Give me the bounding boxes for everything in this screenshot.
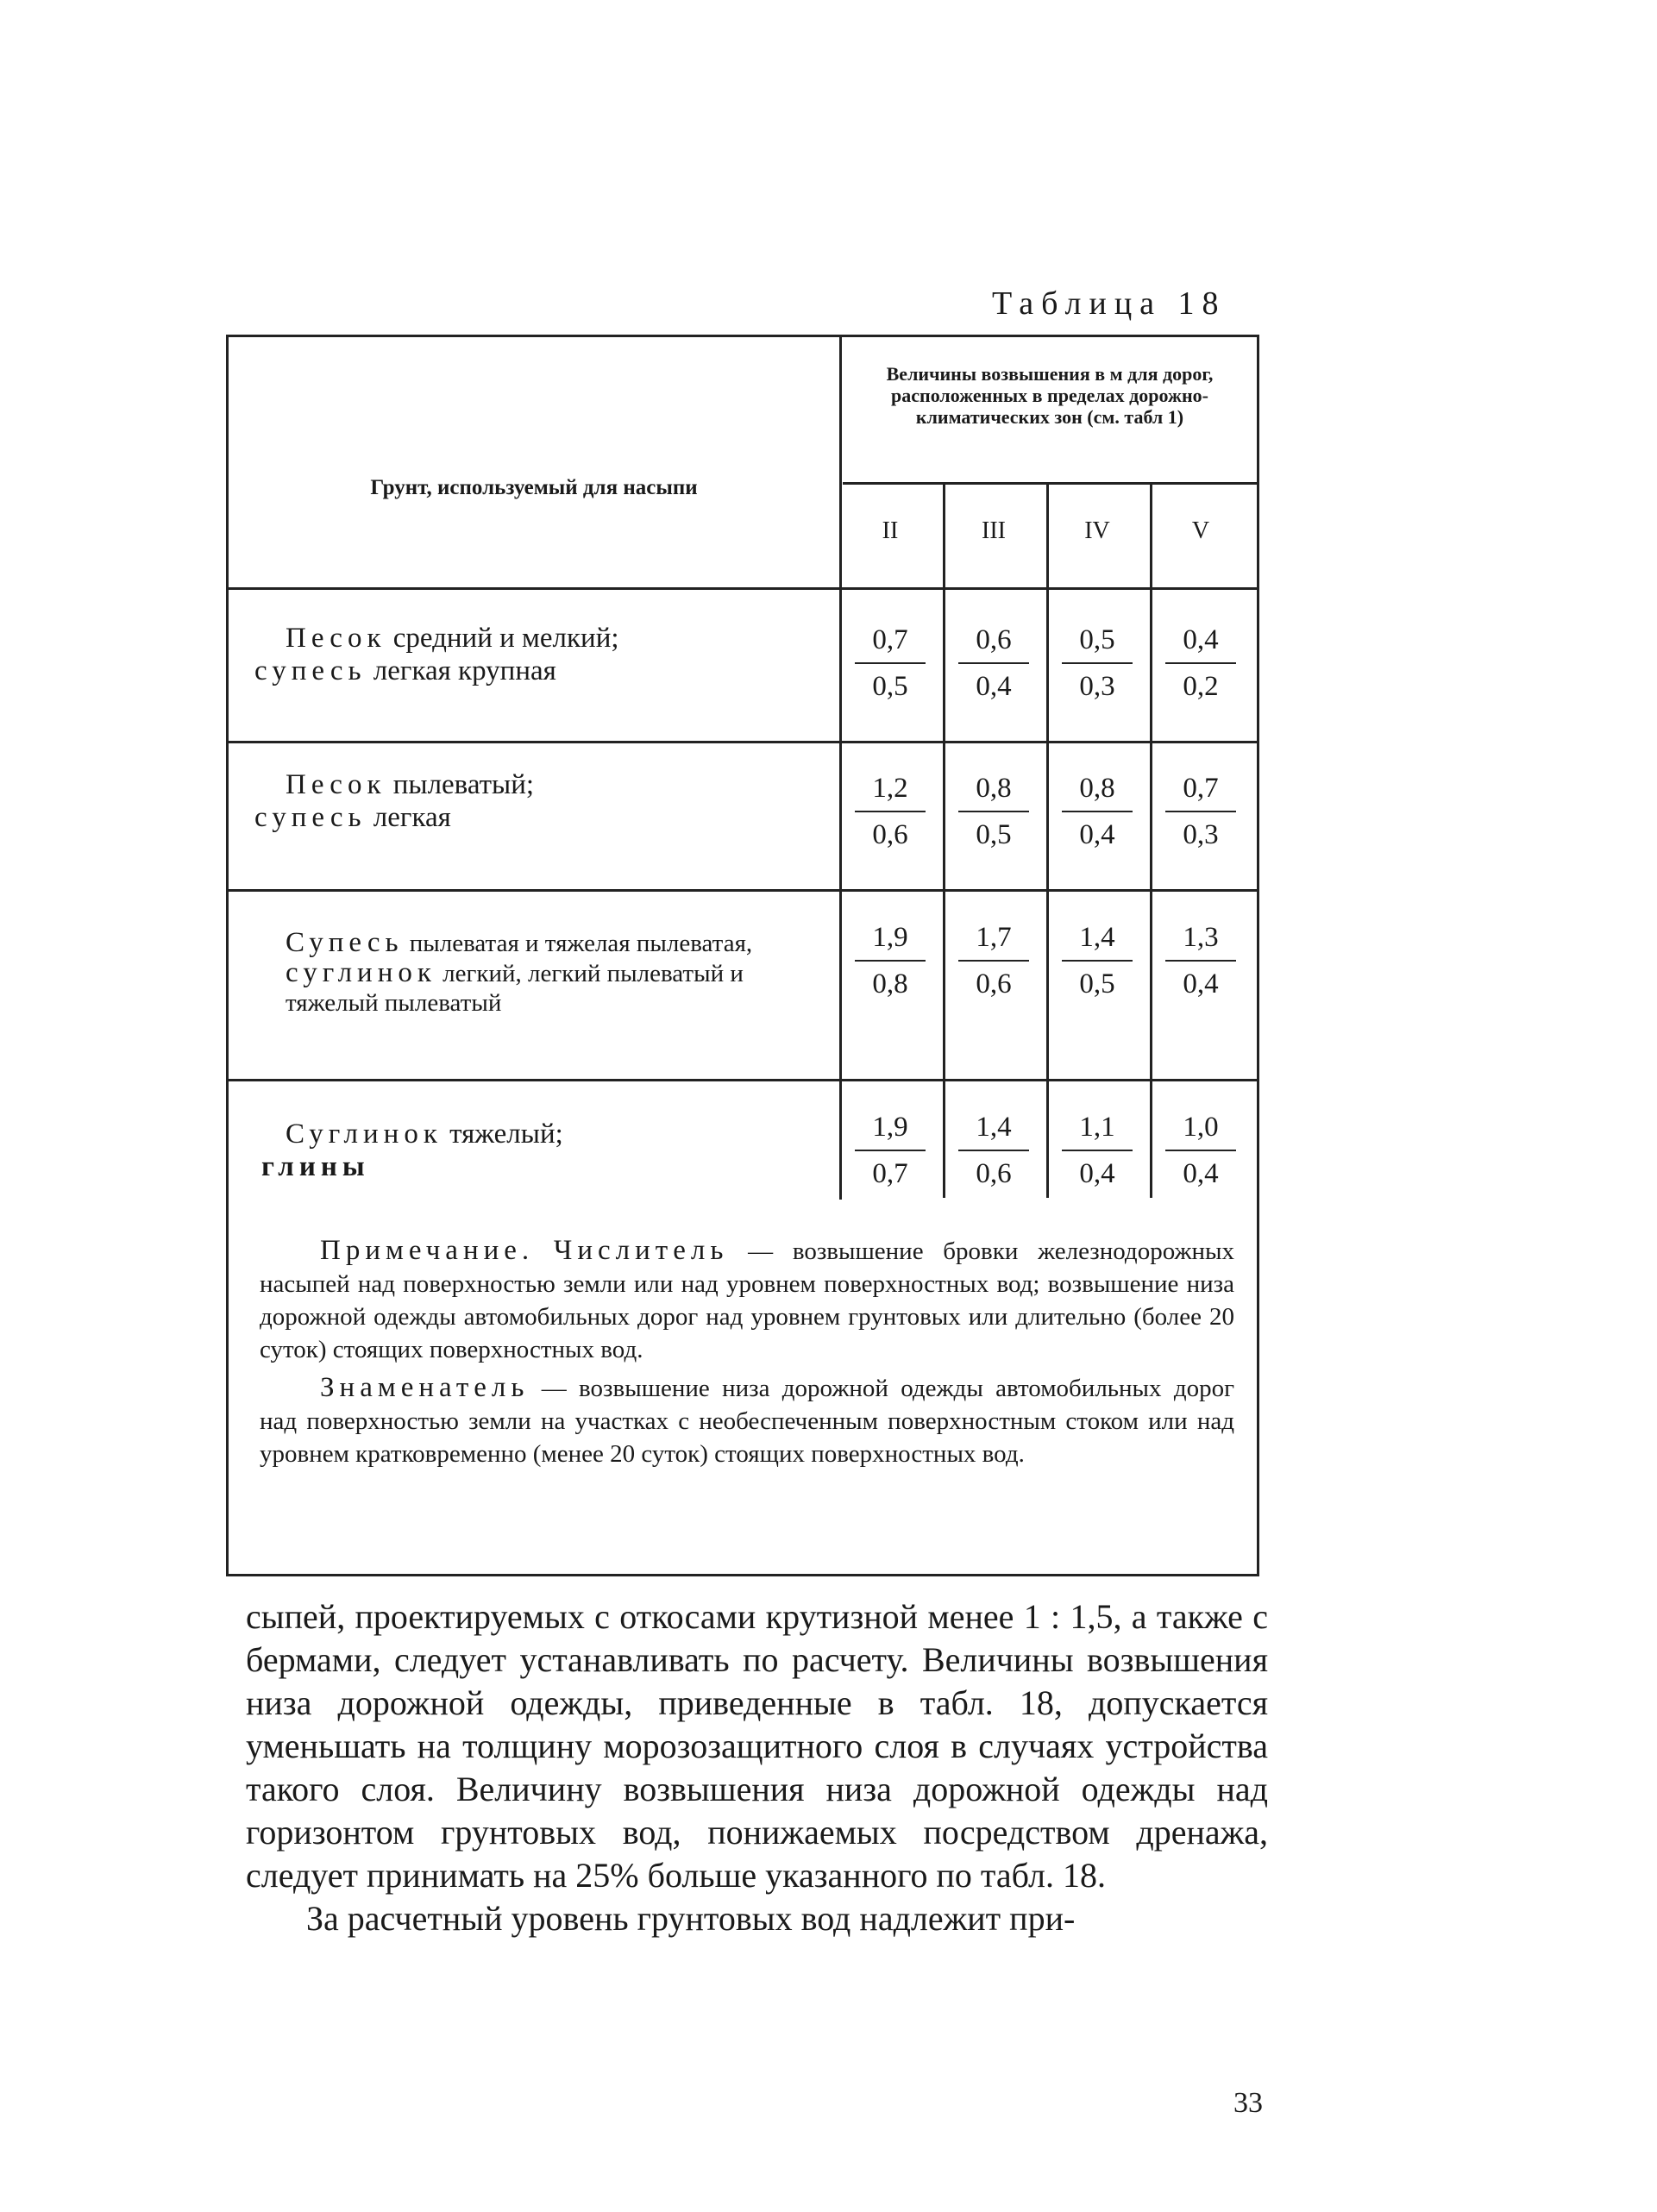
value-numerator: 1,1 (1079, 1112, 1115, 1143)
page-number: 33 (1233, 2087, 1263, 2119)
zone-header: II (882, 517, 899, 544)
value-cell (843, 766, 938, 857)
value-denominator: 0,2 (1183, 671, 1219, 702)
divider-zone-3 (1150, 482, 1152, 1198)
divider-header-bottom (229, 587, 1257, 590)
value-denominator: 0,7 (872, 1158, 908, 1189)
row-label-soil: Песок (286, 623, 386, 654)
value-cell (843, 1105, 938, 1196)
row-label (254, 1118, 855, 1183)
row-label (254, 622, 855, 687)
row-label-text: легкая крупная (366, 655, 556, 686)
value-numerator: 0,8 (1079, 773, 1115, 804)
note-text-numerator: — возвышение бровки железнодорожных насыпей над поверхностью земли или над уровнем поверхностных вод; возвышение низа дорожной одежды автомобильных дорог над уровнем грунтовых или длительно (более 20 суток) стоящих поверхностных вод. (260, 1238, 1235, 1363)
value-denominator: 0,6 (976, 968, 1012, 999)
value-cell (1050, 617, 1145, 709)
value-numerator: 1,4 (1079, 922, 1115, 953)
value-numerator: 1,9 (872, 922, 908, 953)
value-denominator: 0,3 (1079, 671, 1115, 702)
value-cell (946, 617, 1041, 709)
value-cell (1153, 617, 1248, 709)
value-numerator: 0,4 (1183, 624, 1219, 655)
value-numerator: 0,5 (1079, 624, 1115, 655)
body-paragraph: сыпей, проектируемых с откосами крутизной менее 1 : 1,5, а также с бермами, следует устанавливать по расчету. Величины возвышения низа дорожной одежды, приведенные в табл. 18, допускается уменьшать на толщину морозозащитного слоя в случаях устройства такого слоя. Величину возвышения низа дорожной одежды над горизонтом грунтовых вод, понижаемых посредством дренажа, следует принимать на 25% больше указанного по табл. 18. (246, 1597, 1268, 1895)
row-label-soil: Суглинок (286, 1119, 442, 1150)
value-cell (946, 766, 1041, 857)
value-numerator: 0,8 (976, 773, 1012, 804)
header-elevation: Величины возвышения в м для дорог, расположенных в пределах дорожно-климатических зон (см. табл 1) (886, 363, 1214, 428)
value-cell (946, 915, 1041, 1006)
divider-zone-1 (943, 482, 945, 1198)
row-label-soil: супесь (254, 655, 367, 686)
row-label-soil: супесь (254, 802, 367, 833)
zone-header: V (1191, 517, 1210, 544)
value-cell (1050, 1105, 1145, 1196)
divider-row-3 (229, 1079, 1257, 1081)
value-numerator: 1,9 (872, 1112, 908, 1143)
body-paragraph: За расчетный уровень грунтовых вод надлежит при- (306, 1899, 1076, 1938)
value-denominator: 0,4 (1183, 968, 1219, 999)
elevation-table (226, 335, 1259, 1576)
row-label-soil: Супесь (286, 927, 404, 958)
value-numerator: 1,2 (872, 773, 908, 804)
row-label-text: тяжелый; (442, 1119, 563, 1150)
value-cell (1050, 915, 1145, 1006)
value-numerator: 1,4 (976, 1112, 1012, 1143)
zone-header: IV (1084, 517, 1110, 544)
value-cell (1153, 766, 1248, 857)
value-numerator: 1,3 (1183, 922, 1219, 953)
row-label-soil: Песок (286, 769, 386, 800)
value-denominator: 0,4 (1183, 1158, 1219, 1189)
divider-row-2 (229, 889, 1257, 892)
value-cell (1153, 915, 1248, 1006)
note-text-denominator: — возвышение низа дорожной одежды автомобильных дорог над поверхностью земли на участках с необеспеченным поверхностным стоком или над уровнем кратковременно (менее 20 суток) стоящих поверхностных вод. (260, 1375, 1234, 1468)
row-label-text: пылеватая и тяжелая пылеватая, (403, 930, 753, 957)
row-label-soil: суглинок (286, 957, 436, 988)
divider-zone-2 (1046, 482, 1049, 1198)
value-cell (843, 617, 938, 709)
value-cell (946, 1105, 1041, 1196)
table-note (260, 1234, 1234, 1476)
zone-header: III (982, 517, 1006, 544)
value-denominator: 0,6 (872, 819, 908, 850)
value-denominator: 0,3 (1183, 819, 1219, 850)
body-text (246, 1595, 1268, 1940)
divider-row-1 (229, 741, 1257, 743)
note-title: Примечание. (320, 1235, 535, 1266)
row-label-text: пылеватый; (386, 769, 535, 800)
header-soil: Грунт, используемый для насыпи (370, 476, 698, 499)
row-label (254, 928, 824, 1018)
value-denominator: 0,5 (872, 671, 908, 702)
note-term-denominator: Знаменатель (320, 1372, 530, 1403)
row-label-text: средний и мелкий; (386, 623, 619, 654)
value-denominator: 0,4 (1079, 819, 1115, 850)
value-numerator: 1,7 (976, 922, 1012, 953)
value-denominator: 0,5 (976, 819, 1012, 850)
value-cell (843, 915, 938, 1006)
row-label (254, 768, 855, 834)
value-denominator: 0,4 (976, 671, 1012, 702)
value-denominator: 0,5 (1079, 968, 1115, 999)
value-denominator: 0,6 (976, 1158, 1012, 1189)
value-denominator: 0,4 (1079, 1158, 1115, 1189)
value-cell (1153, 1105, 1248, 1196)
value-numerator: 0,6 (976, 624, 1012, 655)
value-numerator: 0,7 (1183, 773, 1219, 804)
row-label-text: легкий, легкий пылеватый и тяжелый пылеватый (286, 960, 744, 1017)
value-denominator: 0,8 (872, 968, 908, 999)
value-numerator: 0,7 (872, 624, 908, 655)
note-term-numerator: Числитель (553, 1235, 729, 1266)
row-label-soil: глины (261, 1151, 370, 1182)
table-caption: Таблица 18 (992, 285, 1227, 322)
value-cell (1050, 766, 1145, 857)
value-numerator: 1,0 (1183, 1112, 1219, 1143)
row-label-text: легкая (366, 802, 451, 833)
